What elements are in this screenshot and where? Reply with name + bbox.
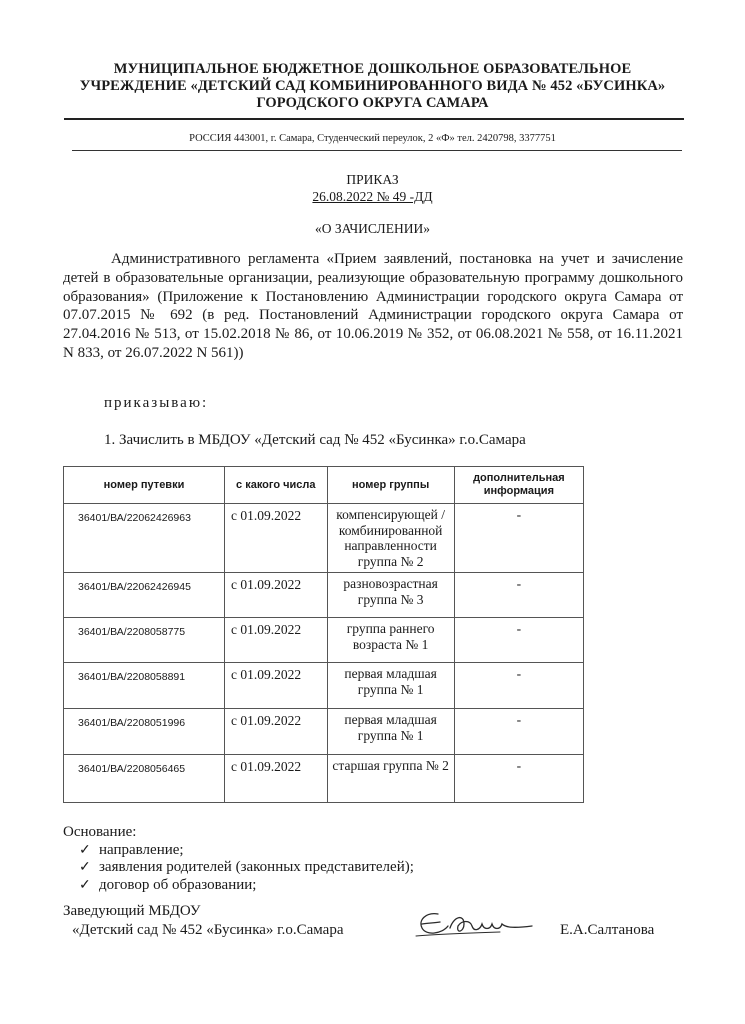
table-row xyxy=(64,755,584,803)
table-row xyxy=(64,573,584,618)
group-name: компенсирующей /комбинированной направленности группа № 2 xyxy=(327,504,454,573)
start-date: с 01.09.2022 xyxy=(225,663,327,709)
column-header-voucher: номер путевки xyxy=(64,467,225,504)
signer-position-line-2: «Детский сад № 452 «Бусинка» г.о.Самара xyxy=(72,922,344,938)
voucher-number: 36401/ВА/2208058891 xyxy=(64,663,225,709)
voucher-number: 36401/ВА/22062426963 xyxy=(64,504,225,573)
org-name-line-3: ГОРОДСКОГО ОКРУГА САМАРА xyxy=(256,95,489,111)
basis-title: Основание: xyxy=(63,824,137,840)
group-name: группа раннего возраста № 1 xyxy=(327,618,454,663)
table-row xyxy=(64,663,584,709)
start-date: с 01.09.2022 xyxy=(225,573,327,618)
list-item xyxy=(79,842,414,860)
start-date: с 01.09.2022 xyxy=(225,618,327,663)
enroll-item: 1. Зачислить в МБДОУ «Детский сад № 452 «Бусинка» г.о.Самара xyxy=(104,432,526,448)
enrollment-table xyxy=(63,466,584,803)
voucher-number: 36401/ВА/2208058775 xyxy=(64,618,225,663)
group-name: первая младшая группа № 1 xyxy=(327,709,454,755)
additional-info: - xyxy=(454,618,583,663)
start-date: с 01.09.2022 xyxy=(225,504,327,573)
handwritten-signature xyxy=(408,906,548,946)
org-address: РОССИЯ 443001, г. Самара, Студенческий переулок, 2 «Ф» тел. 2420798, 3377751 xyxy=(189,133,556,144)
signer-position-line-1: Заведующий МБДОУ xyxy=(63,903,201,919)
additional-info: - xyxy=(454,504,583,573)
preamble-paragraph xyxy=(63,250,683,363)
column-header-info: дополнительная информация xyxy=(454,467,583,504)
table-header-row xyxy=(64,467,584,504)
start-date: с 01.09.2022 xyxy=(225,709,327,755)
preamble-text: Административного регламента «Прием заявлений, постановка на учет и зачисление детей в образовательные организации, реализующие образовательную программу дошкольного образования» (Приложение к Постановлению Администрации городского округа Самара от 07.07.2015 № 692 (в ред. Постановлений Администрации городского округа Самара от 27.04.2016 № 513, от 15.02.2018 № 86, от 10.06.2019 № 352, от 06.08.2021 № 558, от 16.11.2021 N 833, от 26.07.2022 N 561)) xyxy=(63,251,683,361)
voucher-number: 36401/ВА/22062426945 xyxy=(64,573,225,618)
order-subject: «О ЗАЧИСЛЕНИИ» xyxy=(315,221,430,236)
start-date: с 01.09.2022 xyxy=(225,755,327,803)
org-name-line-2: УЧРЕЖДЕНИЕ «ДЕТСКИЙ САД КОМБИНИРОВАННОГО ВИДА № 452 «БУСИНКА» xyxy=(79,78,666,94)
table-row xyxy=(64,618,584,663)
group-name: старшая группа № 2 xyxy=(327,755,454,803)
column-header-group: номер группы xyxy=(327,467,454,504)
column-header-date: с какого числа xyxy=(225,467,327,504)
checkmark-icon: ✓ xyxy=(79,877,91,893)
order-title: ПРИКАЗ xyxy=(346,172,399,187)
table-row xyxy=(64,709,584,755)
additional-info: - xyxy=(454,755,583,803)
additional-info: - xyxy=(454,663,583,709)
basis-item-label: заявления родителей (законных представителей); xyxy=(99,859,414,875)
table-row xyxy=(64,504,584,573)
signer-name: Е.А.Салтанова xyxy=(560,922,655,938)
basis-section xyxy=(63,824,414,894)
group-name: первая младшая группа № 1 xyxy=(327,663,454,709)
checkmark-icon: ✓ xyxy=(79,860,91,875)
basis-item-label: договор об образовании; xyxy=(99,876,257,893)
group-name: разновозрастная группа № 3 xyxy=(327,573,454,618)
list-item xyxy=(79,877,414,895)
basis-list xyxy=(63,842,414,895)
additional-info: - xyxy=(454,709,583,755)
list-item xyxy=(79,859,414,877)
org-name-line-1: МУНИЦИПАЛЬНОЕ БЮДЖЕТНОЕ ДОШКОЛЬНОЕ ОБРАЗОВАТЕЛЬНОЕ xyxy=(113,61,632,77)
organization-header xyxy=(60,61,685,112)
voucher-number: 36401/ВА/2208056465 xyxy=(64,755,225,803)
additional-info: - xyxy=(454,573,583,618)
checkmark-icon: ✓ xyxy=(79,842,91,858)
voucher-number: 36401/ВА/2208051996 xyxy=(64,709,225,755)
header-rule-thick xyxy=(64,118,684,120)
ordered-word: приказываю: xyxy=(104,395,209,411)
order-date-number: 26.08.2022 № 49 -ДД xyxy=(312,189,433,204)
basis-item-label: направление; xyxy=(99,841,184,858)
address-rule xyxy=(72,150,682,151)
